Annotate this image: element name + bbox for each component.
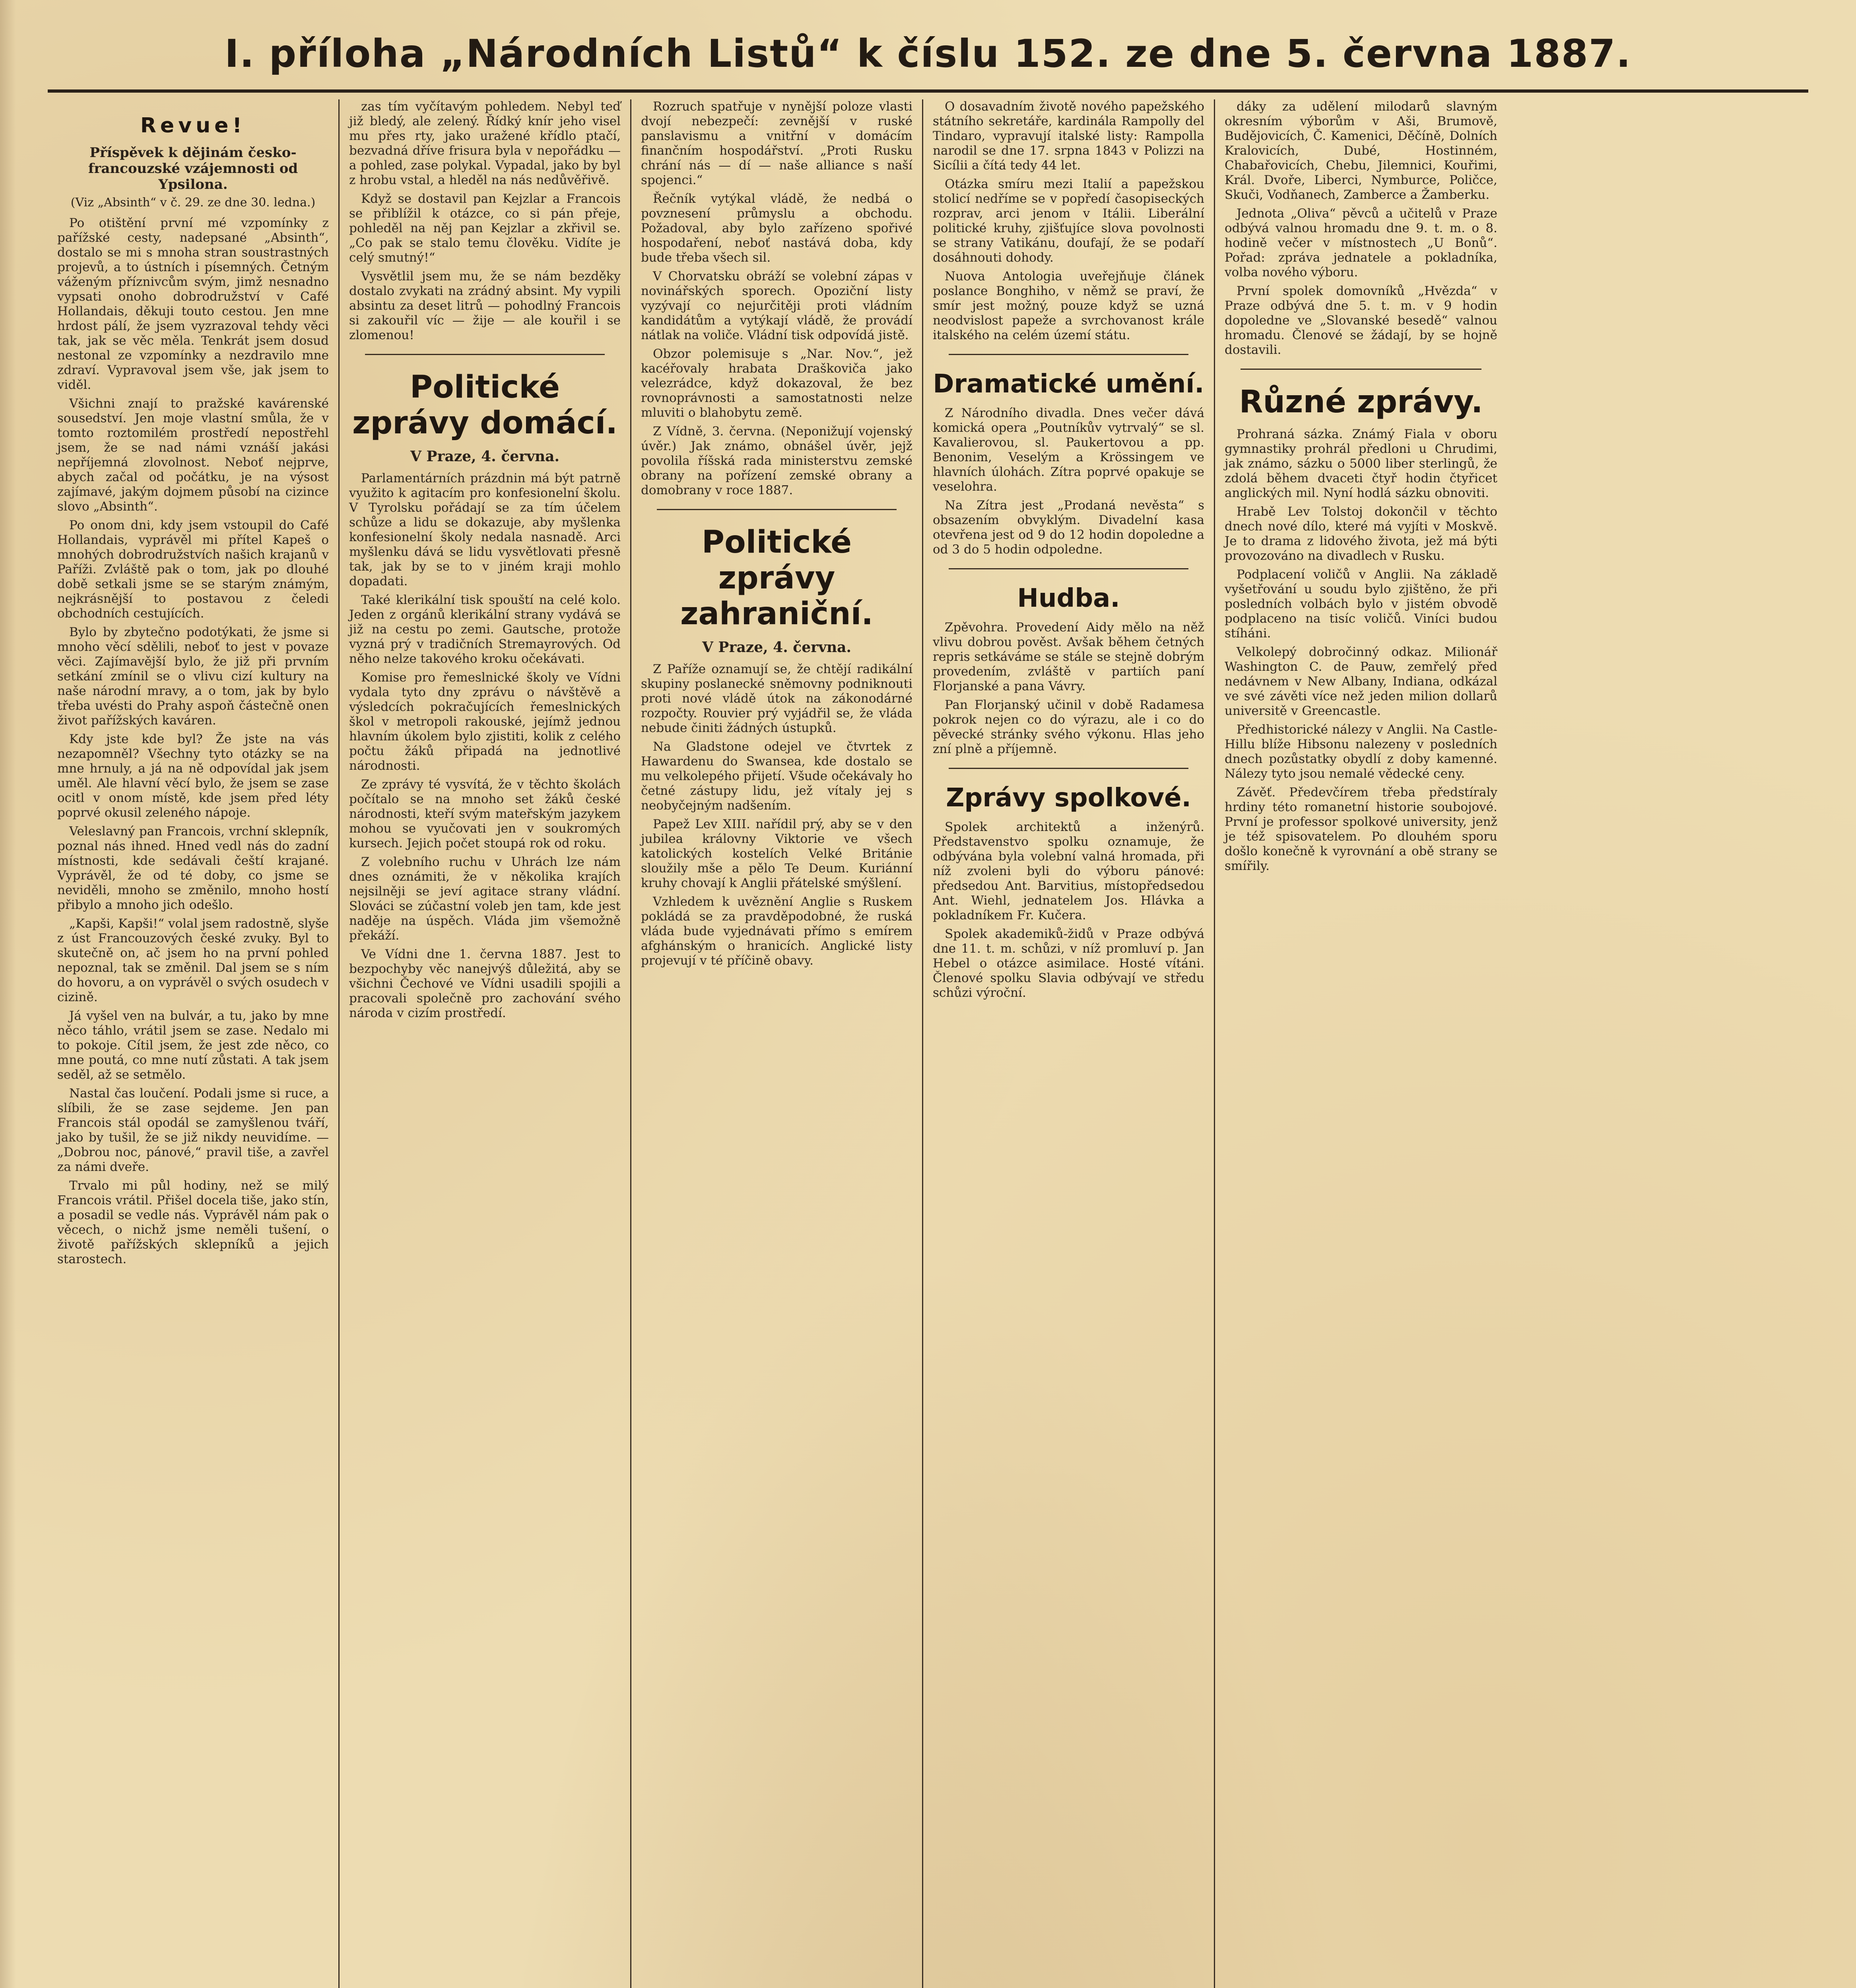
paragraph: Komise pro řemeslnické školy ve Vídni vydala tyto dny zprávu o návštěvě a výsledcích pokračujících řemeslnických škol v metropoli rakouské, jejímž jednou hlavním úkolem bylo zjistiti, kolik z celého počtu žáků připadá na jednotlivé národnosti.: [349, 670, 621, 773]
paragraph: Pan Florjanský učinil v době Radamesa pokrok nejen co do výrazu, ale i co do pěvecké stránky svého výkonu. Hlas jeho zní plně a příjemně.: [933, 698, 1204, 756]
paragraph: Nuova Antologia uveřejňuje článek poslance Bonghiho, v němž se praví, že smír jest možný, pouze když se uzná neodvislost papeže a svrchovanost krále italského na celém území státu.: [933, 269, 1204, 342]
column-3: [631, 99, 923, 1988]
paragraph: Závěť. Předevčírem třeba předstíraly hrdiny této romanetní historie soubojové. První je professor spolkové university, jenž je též spisovatelem. Po dlouhém sporu došlo konečně k vyrovnání a obě strany se smířily.: [1225, 785, 1497, 873]
paragraph: O dosavadním životě nového papežského státního sekretáře, kardinála Rampolly del Tindaro, vypravují italské listy: Rampolla narodil se dne 17. srpna 1843 v Polizzi na Sicílii a čítá tedy 44 let.: [933, 99, 1204, 173]
section-divider: [949, 568, 1188, 569]
article-columns: [48, 99, 1808, 1988]
paragraph: Ze zprávy té vysvítá, že v těchto školách počítalo se na mnoho set žáků české národnosti, kteří svým mateřským jazykem mohou se vyučovati jen v soukromých kursech. Jejich počet stoupá rok od roku.: [349, 777, 621, 850]
paragraph: Hrabě Lev Tolstoj dokončil v těchto dnech nové dílo, které má vyjíti v Moskvě. Je to drama z lidového života, jež má býti provozováno na divadlech v Rusku.: [1225, 505, 1497, 563]
paragraph: Spolek architektů a inženýrů. Představenstvo spolku oznamuje, že odbývána byla volební valná hromada, při níž zvoleni byli do výboru pánové: předsedou Ant. Barvitius, místopředsedou Ant. Wiehl, jednatelem Jos. Hlávka a pokladníkem Fr. Kučera.: [933, 820, 1204, 922]
paragraph: Z Národního divadla. Dnes večer dává komická opera „Poutníkův vytrvalý“ se sl. Kavalierovou, sl. Paukertovou a pp. Benonim, Veselým a Krössingem ve hlavních úlohách. Zítra poprvé opakuje se veselohra.: [933, 406, 1204, 494]
paragraph: V Chorvatsku obráží se volební zápas v novinářských sporech. Opoziční listy vyzývají co nejurčitěji proti vládním kandidátům a vytýkají vládě, že provádí nátlak na voliče. Vládní tisk odpovídá jistě.: [641, 269, 912, 342]
article-note: (Viz „Absinth“ v č. 29. ze dne 30. ledna.): [70, 196, 316, 210]
paragraph: Také klerikální tisk spouští na celé kolo. Jeden z orgánů klerikální strany vydává se již na cestu po zemi. Gautsche, protože vyzná prý v tradičních Stremayrových. Od něho nelze takového kroku očekávati.: [349, 593, 621, 666]
page-edge-shadow: [0, 0, 16, 1988]
section-heading: Zprávy spolkové.: [946, 783, 1191, 813]
supplement-title: I. příloha „Národních Listů“ k číslu 152. ze dne 5. června 1887.: [224, 31, 1632, 76]
paragraph: Otázka smíru mezi Italií a papežskou stolicí nedříme se v popředí časopiseckých rozprav, arci jenom v Itálii. Liberální politické kruhy, zjišťujíce slova povolnosti se strany Vatikánu, doufají, že se podaří dosáhnouti dohody.: [933, 177, 1204, 265]
section-divider: [657, 509, 897, 510]
section-heading: Hudba.: [1017, 584, 1120, 613]
paragraph: Vzhledem k uvěznění Anglie s Ruskem pokládá se za pravděpodobné, že ruská vláda bude vyjednávati přímo s emírem afghánským o hranicích. Anglické listy projevují v té příčině obavy.: [641, 895, 912, 968]
paragraph: Prohraná sázka. Známý Fiala v oboru gymnastiky prohrál předloni u Chrudimi, jak známo, sázku o 5000 liber sterlingů, že zdolá během dvaceti čtyř hodin čtyřicet anglických mil. Nyní hodlá sázku obnoviti.: [1225, 427, 1497, 500]
paragraph: Když se dostavil pan Kejzlar a Francois se přiblížil k otázce, co si pán přeje, pohleděl na něj pan Kejzlar a zkřivil se. „Co pak se stalo temu člověku. Vidíte je celý smutný!“: [349, 192, 621, 265]
paragraph: Kdy jste kde byl? Že jste na vás nezapomněl? Všechny tyto otázky se na mne hrnuly, a já na ně odpovídal jak jsem uměl. Ale hlavní věcí bylo, že jsem se zase ocitl v onom místě, kde jsem před léty poprvé okusil zeleného nápoje.: [57, 732, 329, 820]
section-divider: [949, 354, 1188, 355]
column-4: [923, 99, 1215, 1988]
paragraph: První spolek domovníků „Hvězda“ v Praze odbývá dne 5. t. m. v 9 hodin dopoledne ve „Slovanské besedě“ valnou hromadu. Členové se žádají, by se hojně dostavili.: [1225, 284, 1497, 357]
paragraph: Parlamentárních prázdnin má být patrně využito k agitacím pro konfesionelní školu. V Tyrolsku pořádají se za tím účelem schůze a lidu se dokazuje, aby myšlenka konfesionelní školy nedala nasnadě. Arci myšlenku dává se lidu vysvětlovati přesně tak, jak by se to v jiném kraji mohlo dopadati.: [349, 471, 621, 588]
paragraph: Veleslavný pan Francois, vrchní sklepník, poznal nás ihned. Hned vedl nás do zadní místnosti, kde sedávali čeští krajané. Vyprávěl, že od té doby, co jsme se neviděli, mnoho se změnilo, mnoho hostí přibylo a mnoho jich odešlo.: [57, 824, 329, 912]
section-divider: [1241, 369, 1481, 370]
section-heading: Dramatické umění.: [933, 369, 1204, 399]
paragraph: Z Vídně, 3. června. (Neponižují vojenský úvěr.) Jak známo, obnášel úvěr, jejž povolila říšská rada ministerstvu zemské obrany na pořízení zemské obrany a domobrany v roce 1887.: [641, 424, 912, 497]
paragraph: Trvalo mi půl hodiny, než se milý Francois vrátil. Přišel docela tiše, jako stín, a posadil se vedle nás. Vyprávěl nám pak o věcech, o nichž jsme neměli tušení, o životě pařížských sklepníků a jejich starostech.: [57, 1178, 329, 1266]
paragraph: Ve Vídni dne 1. června 1887. Jest to bezpochyby věc nanejvýš důležitá, aby se všichni Čechové ve Vídni usadili spojili a pracovali společně pro zachování svého národa v cizím prostředí.: [349, 947, 621, 1020]
paragraph: Všichni znají to pražské kavárenské sousedství. Jen moje vlastní smůla, že v tomto roztomilém prostředí nepostřehl jsem, že se nad námi vznáší jakási nepříjemná zlovolnost. Neboť nejprve, abych začal od počátku, je na výsost zajímavé, jakým dojmem působí na cizince slovo „Absinth“.: [57, 396, 329, 514]
paragraph: Na Gladstone odejel ve čtvrtek z Hawardenu do Swansea, kde dostalo se mu velkolepého přijetí. Všude očekávaly ho četné zástupy lidu, jež vítaly jej s neobyčejným nadšením.: [641, 740, 912, 813]
paragraph: Obzor polemisuje s „Nar. Nov.“, jež kacéřovaly hrabata Draškoviča jako velezrádce, když dokazoval, že bez rovnoprávnosti a samostatnosti nelze mluviti o blahobytu země.: [641, 347, 912, 420]
section-heading: Revue!: [140, 114, 246, 138]
paragraph: Rozruch spatřuje v nynější poloze vlasti dvojí nebezpečí: zevnější v ruské panslavismu a vnitřní v domácím finančním hospodářství. „Proti Rusku chrání nás — dí — naše alliance s naší spojenci.“: [641, 99, 912, 187]
paragraph: Na Zítra jest „Prodaná nevěsta“ s obsazením obvyklým. Divadelní kasa otevřena jest od 9 do 12 hodin dopoledne a od 3 do 5 hodin odpoledne.: [933, 498, 1204, 557]
paragraph: Nastal čas loučení. Podali jsme si ruce, a slíbili, že se zase sejdeme. Jen pan Francois stál opodál se zamyšlenou tváří, jako by tušil, že se již nikdy neuvidíme. — „Dobrou noc, pánové,“ pravil tiše, a zavřel za námi dveře.: [57, 1086, 329, 1174]
paragraph: Spolek akademiků-židů v Praze odbývá dne 11. t. m. schůzi, v níž promluví p. Jan Hebel o otázce asimilace. Hosté vítáni. Členové spolku Slavia odbývají ve středu schůzi výroční.: [933, 927, 1204, 1000]
paragraph: Řečník vytýkal vládě, že nedbá o povznesení průmyslu a obchodu. Požadoval, aby bylo zařízeno spořivé hospodaření, neboť nastává doba, kdy bude třeba všech sil.: [641, 192, 912, 265]
paragraph: Z volebního ruchu v Uhrách lze nám dnes oznámiti, že v několika krajích nejsilněji se jeví agitace strany vládní. Slováci se zúčastní voleb jen tam, kde jest naděje na úspěch. Vláda jim všemožně překáží.: [349, 855, 621, 943]
paragraph: Předhistorické nálezy v Anglii. Na Castle-Hillu blíže Hibsonu nalezeny v posledních dnech pozůstatky obydlí z doby kamenné. Nálezy tyto jsou nemalé vědecké ceny.: [1225, 722, 1497, 781]
dateline: V Praze, 4. června.: [410, 448, 560, 465]
paragraph: Z Paříže oznamují se, že chtějí radikální skupiny poslanecké sněmovny podniknouti proti nové vládě útok na zákonodárné rozpočty. Rouvier prý vyjádřil se, že vláda nebude činiti žádných ústupků.: [641, 662, 912, 735]
paragraph: Po onom dni, kdy jsem vstoupil do Café Hollandais, vyprávěl mi přítel Kapeš o mnohých dobrodružstvích našich krajanů v Paříži. Zvláště pak o tom, jak po dlouhé době setkali jsme se se starým známým, nejkrásnější to postavou z čeledi obchodních cestujících.: [57, 518, 329, 621]
paragraph: Podplacení voličů v Anglii. Na základě vyšetřování u soudu bylo zjištěno, že při posledních volbách bylo v jistém obvodě podplaceno na tisíc voličů. Viníci budou stíháni.: [1225, 567, 1497, 641]
section-heading: Politické zprávy domácí.: [352, 369, 618, 441]
dateline: V Praze, 4. června.: [702, 639, 852, 656]
paragraph: „Kapši, Kapši!“ volal jsem radostně, slyše z úst Francouzových české zvuky. Byl to skutečně on, ač jsem ho na první pohled nepoznal, tak se změnil. Dal jsem se s ním do hovoru, a on vyprávěl o svých osudech v cizině.: [57, 916, 329, 1004]
masthead-rule: [48, 89, 1808, 93]
paragraph: Vysvětlil jsem mu, že se nám bezděky dostalo zvykati na zrádný absint. My vypili absintu za deset litrů — pohodlný Francois si zakouřil víc — žije — ale kouřil i se zlomenou!: [349, 269, 621, 342]
section-heading: Různé zprávy.: [1239, 384, 1483, 420]
paragraph: dáky za udělení milodarů slavným okresním výborům v Aši, Brumově, Budějovicích, Č. Kamenici, Děčíně, Dolních Kralovicích, Dubé, Hostinném, Chabařovicích, Chebu, Jilemnici, Kouřimi, Král. Dvoře, Liberci, Nymburce, Poličce, Skuči, Vodňanech, Zamberce a Žamberku.: [1225, 99, 1497, 202]
column-2: [340, 99, 631, 1988]
paragraph: Velkolepý dobročinný odkaz. Milionář Washington C. de Pauw, zemřelý před nedávnem v New Albany, Indiana, odkázal ve své závěti více než jeden milion dollarů universitě v Greencastle.: [1225, 645, 1497, 718]
paragraph: Já vyšel ven na bulvár, a tu, jako by mne něco táhlo, vrátil jsem se zase. Nedalo mi to pokoje. Cítil jsem, že jest zde něco, co mne poutá, co mne nutí zůstati. A tak jsem seděl, až se setmělo.: [57, 1009, 329, 1082]
paragraph: zas tím vyčítavým pohledem. Nebyl teď již bledý, ale zelený. Řídký knír jeho visel mu přes rty, jako uražené křídlo ptačí, bezvadná dříve frisura byla v nepořádku — a pohled, zase polykal. Vypadal, jako by byl z hrobu vstal, a hleděl na nás nedůvěřivě.: [349, 99, 621, 187]
column-1: [48, 99, 340, 1988]
paragraph: Zpěvohra. Provedení Aidy mělo na něž vlivu dobrou pověst. Avšak během četných repris setkáváme se stále se stejně dobrým provedením, zvláště v partiích paní Florjanské a pana Vávry.: [933, 620, 1204, 693]
section-heading: Politické zprávy zahraniční.: [680, 524, 874, 632]
column-5: [1215, 99, 1507, 1988]
section-divider: [365, 354, 605, 355]
paragraph: Papež Lev XIII. nařídil prý, aby se v den jubilea královny Viktorie ve všech katolických kostelích Velké Británie sloužily mše a pělo Te Deum. Kuriánní kruhy chovají k Anglii přátelské smýšlení.: [641, 817, 912, 890]
paragraph: Bylo by zbytečno podotýkati, že jsme si mnoho věcí sdělili, neboť to jest v povaze věci. Zajímavější bylo, že již při prvním setkání zmínil se o vlivu cizí kultury na naše národní mravy, a o tom, jak by bylo třeba uvésti do Prahy aspoň částečně onen život pařížských kaváren.: [57, 625, 329, 728]
masthead: [48, 24, 1808, 83]
article-subtitle: Příspěvek k dějinám česko-francouzské vzájemnosti od Ypsilona.: [88, 145, 298, 192]
section-divider: [949, 768, 1188, 769]
paragraph: Jednota „Oliva“ pěvců a učitelů v Praze odbývá valnou hromadu dne 9. t. m. o 8. hodině večer v místnostech „U Bonů“. Pořad: zpráva jednatele a pokladníka, volba nového výboru.: [1225, 206, 1497, 280]
paragraph: Po otištění první mé vzpomínky z pařížské cesty, nadepsané „Absinth“, dostalo se mi s mnoha stran soustrastných projevů, a to ústních i písemných. Četným váženým příznivcům svým, jimž nesnadno vypsati onoho dobrodružství v Café Hollandais, děkuji touto cestou. Jen mne hrdost pálí, že jsem vyzrazoval tehdy věci tak, jak se věc měla. Tenkrát jsem dosud nestonal ze vzpomínky a nezdravilo mne zdraví. Vypravoval jsem vše, jak jsem to viděl.: [57, 216, 329, 392]
